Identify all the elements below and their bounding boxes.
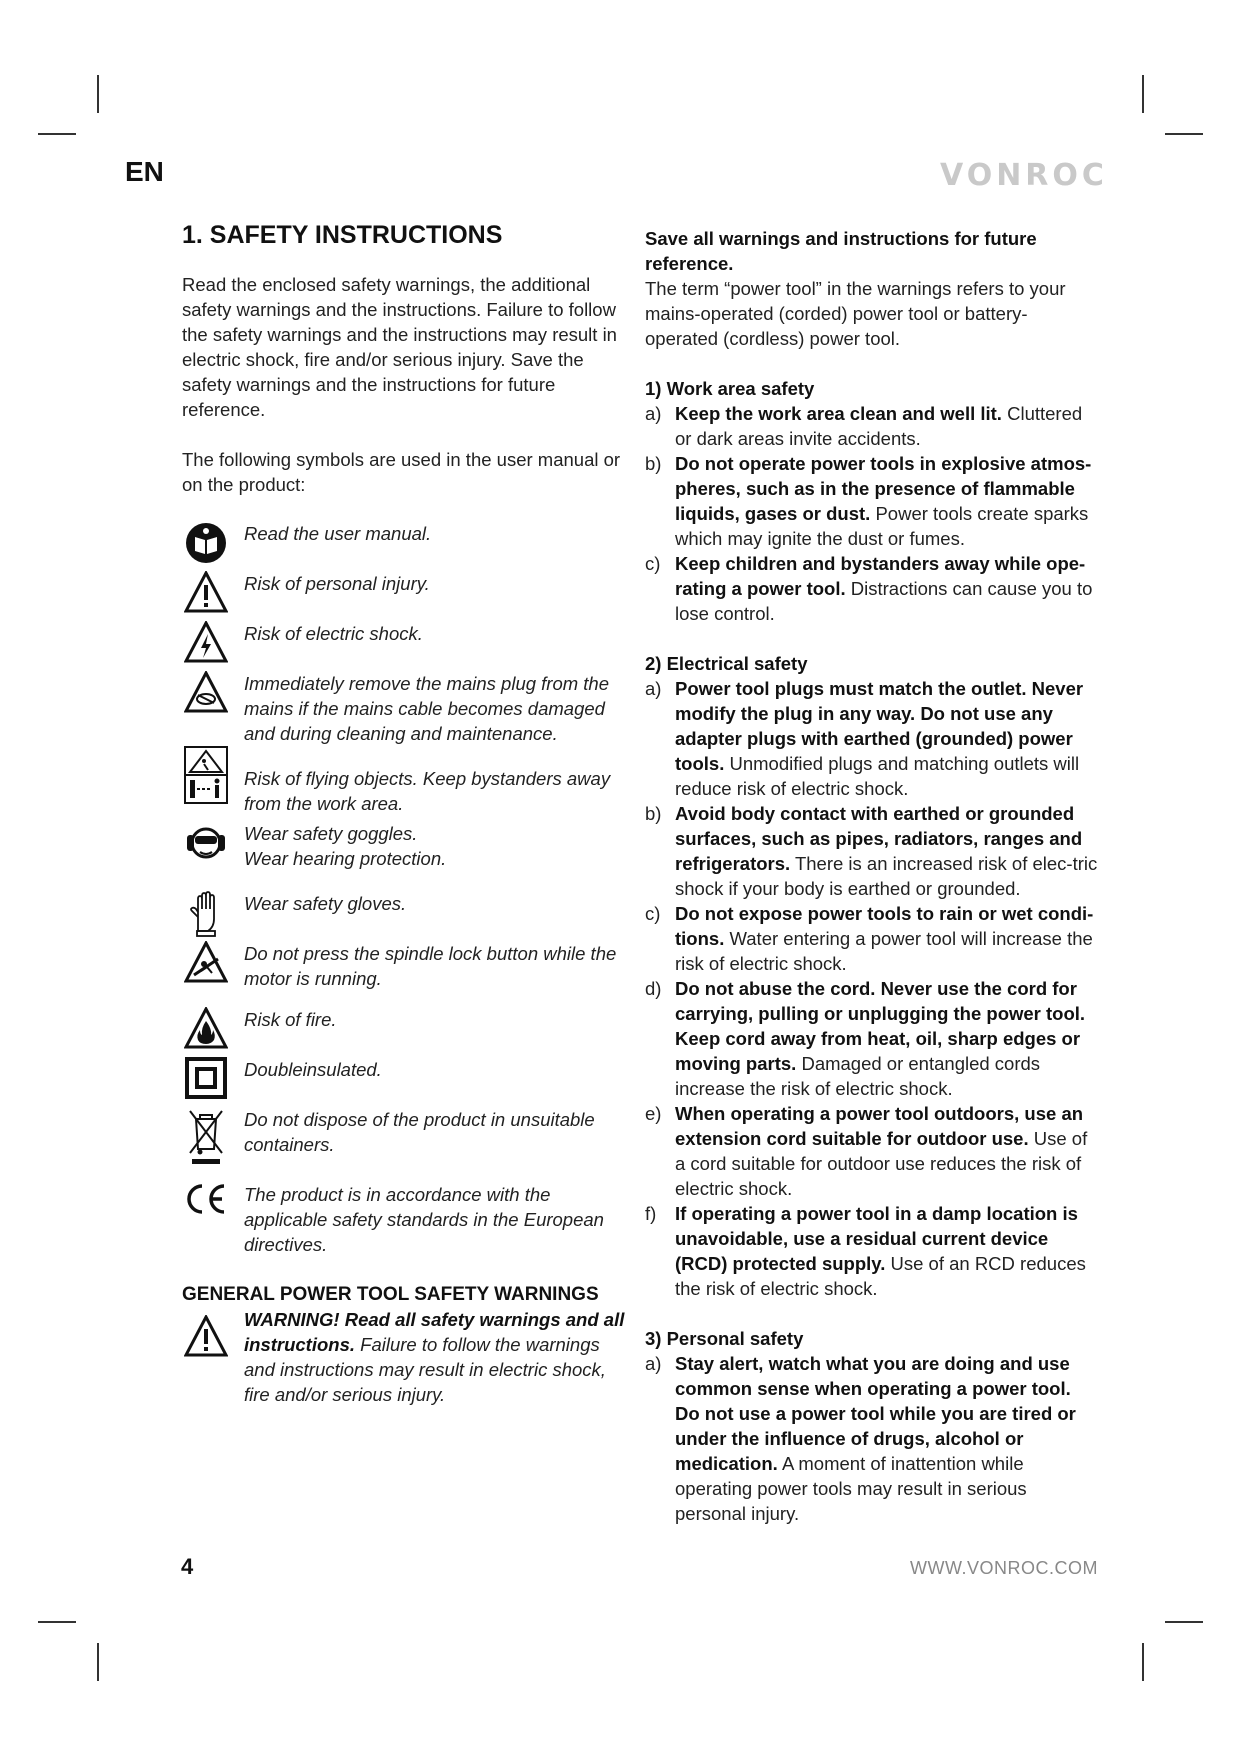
list-bold: Do not abuse the cord. Never use the cord for carrying, pulling or unplugging the power tool. Keep cord away from heat, oil, sharp edges or moving parts. xyxy=(675,978,1086,1074)
list-body: Damaged or entangled cords increase the risk of electric shock. xyxy=(675,1053,1041,1099)
right-column xyxy=(645,226,1100,1526)
symbol-text: Doubleinsulated. xyxy=(244,1059,382,1080)
section-3-title-text: 3) Personal safety xyxy=(645,1328,804,1349)
list-body: Unmodified plugs and matching outlets will reduce risk of electric shock. xyxy=(675,753,1080,799)
save-instructions-bold: Save all warnings and instructions for future reference. xyxy=(645,228,1037,274)
list-text xyxy=(675,801,1100,901)
flying-objects-icon xyxy=(182,746,230,804)
list-item xyxy=(645,901,1100,976)
general-warning-body: Failure to follow the warnings and instructions may result in electric shock, fire and/or serious injury. xyxy=(244,1334,606,1405)
list-label: b) xyxy=(645,803,662,824)
list-body: Distractions can cause you to lose control. xyxy=(675,578,1093,624)
symbol-row xyxy=(182,671,627,746)
website-url: WWW.VONROC.COM xyxy=(910,1558,1098,1578)
list-bold: Avoid body contact with earthed or grounded surfaces, such as pipes, radiators, ranges and refrigerators. xyxy=(675,803,1083,874)
list-body: Power tools create sparks which may ignite the dust or fumes. xyxy=(675,503,1089,549)
crop-mark xyxy=(1142,1643,1144,1681)
language-code: EN xyxy=(125,156,164,187)
symbol-text: Risk of fire. xyxy=(244,1009,337,1030)
symbol-text: Do not dispose of the product in unsuitable containers. xyxy=(244,1109,595,1155)
list-body: There is an increased risk of elec-tric shock if your body is earthed or grounded. xyxy=(675,853,1098,899)
symbol-text xyxy=(244,821,446,871)
crop-mark xyxy=(1165,133,1203,135)
symbol-text: Risk of flying objects. Keep bystanders away from the work area. xyxy=(244,768,611,814)
list-bold: When operating a power tool outdoors, use an extension cord suitable for outdoor use. xyxy=(675,1103,1084,1149)
symbol-text: Wear safety gloves. xyxy=(244,893,407,914)
symbol-text: Immediately remove the mains plug from the mains if the mains cable becomes damaged and during cleaning and maintenance. xyxy=(244,673,610,744)
list-item xyxy=(645,401,1100,451)
weee-bin-icon xyxy=(182,1107,230,1165)
list-body: Use of a cord suitable for outdoor use reduces the risk of electric shock. xyxy=(675,1128,1088,1199)
intro-paragraph: Read the enclosed safety warnings, the additional safety warnings and the instructions. Failure to follow the safety warnings and the instructions may result in electric shock, fire and/or serious injury. Save the safety warnings and the instructions for future reference. xyxy=(182,274,617,420)
symbols-intro: The following symbols are used in the user manual or on the product: xyxy=(182,449,621,495)
electric-shock-icon xyxy=(182,621,230,663)
list-bold: Do not operate power tools in explosive atmos-pheres, such as in the presence of flammable liquids, gases or dust. xyxy=(675,453,1092,524)
symbol-row xyxy=(182,1107,627,1182)
general-warnings-heading: GENERAL POWER TOOL SAFETY WARNINGS xyxy=(182,1284,599,1305)
brand-logo: VONROC xyxy=(940,158,1108,193)
list-label: a) xyxy=(645,678,662,699)
symbol-row xyxy=(182,746,627,821)
list-label: c) xyxy=(645,903,661,924)
section-title: 1. SAFETY INSTRUCTIONS xyxy=(182,221,503,249)
power-tool-term: The term “power tool” in the warnings refers to your mains-operated (corded) power tool or battery-operated (cordless) power tool. xyxy=(645,278,1066,349)
symbol-row xyxy=(182,1182,627,1282)
crop-mark xyxy=(97,75,99,113)
list-text xyxy=(675,1351,1100,1526)
crop-mark xyxy=(97,1643,99,1681)
symbol-text: Risk of electric shock. xyxy=(244,623,423,644)
symbol-row xyxy=(182,891,627,941)
symbol-row xyxy=(182,821,627,891)
list-label: d) xyxy=(645,978,662,999)
spindle-lock-icon xyxy=(182,941,230,983)
list-item xyxy=(645,551,1100,626)
list-body: Water entering a power tool will increase the risk of electric shock. xyxy=(675,928,1093,974)
list-bold: Keep children and bystanders away while ope-rating a power tool. xyxy=(675,553,1086,599)
gloves-icon xyxy=(182,891,230,937)
list-body: Use of an RCD reduces the risk of electric shock. xyxy=(675,1253,1086,1299)
symbol-row xyxy=(182,1057,627,1107)
fire-icon xyxy=(182,1007,230,1049)
list-body: Cluttered or dark areas invite accidents. xyxy=(675,403,1083,449)
list-text xyxy=(675,551,1100,626)
unplug-icon xyxy=(182,671,230,713)
warning-icon xyxy=(182,1307,230,1407)
list-label: a) xyxy=(645,1353,662,1374)
section-2-title-text: 2) Electrical safety xyxy=(645,653,808,674)
list-item xyxy=(645,451,1100,551)
list-bold: Stay alert, watch what you are doing and use common sense when operating a power tool. Do not use a power tool while you are tired or under the influence of drugs, alcohol or medication. xyxy=(675,1353,1076,1474)
list-label: e) xyxy=(645,1103,662,1124)
symbol-text: Read the user manual. xyxy=(244,523,432,544)
list-text xyxy=(675,901,1100,976)
list-label: a) xyxy=(645,403,662,424)
list-item xyxy=(645,1101,1100,1201)
symbol-row xyxy=(182,571,627,621)
general-warning-text xyxy=(244,1307,627,1407)
list-item xyxy=(645,1201,1100,1301)
section-1-title xyxy=(645,376,1100,401)
symbol-row xyxy=(182,941,627,1007)
crop-mark xyxy=(1165,1621,1203,1623)
double-insulated-icon xyxy=(182,1057,230,1099)
symbol-text: Risk of personal injury. xyxy=(244,573,430,594)
list-text xyxy=(675,1201,1100,1301)
list-text xyxy=(675,401,1100,451)
ce-mark-icon xyxy=(182,1182,230,1216)
list-bold: Keep the work area clean and well lit. xyxy=(675,403,1002,424)
section-2-title xyxy=(645,651,1100,676)
list-text xyxy=(675,976,1100,1101)
section-1-title-text: 1) Work area safety xyxy=(645,378,815,399)
list-text xyxy=(675,676,1100,801)
general-warning-block xyxy=(182,1307,627,1407)
list-label: b) xyxy=(645,453,662,474)
symbol-text: The product is in accordance with the applicable safety standards in the European directives. xyxy=(244,1184,604,1255)
symbol-row xyxy=(182,521,627,571)
page-number: 4 xyxy=(181,1554,194,1579)
list-item xyxy=(645,676,1100,801)
list-text xyxy=(675,451,1100,551)
section-3-title xyxy=(645,1326,1100,1351)
list-label: c) xyxy=(645,553,661,574)
list-item xyxy=(645,1351,1100,1526)
left-column xyxy=(182,220,627,1407)
symbol-row xyxy=(182,1007,627,1057)
goggles-ear-protection-icon xyxy=(182,821,230,865)
save-instructions xyxy=(645,226,1100,276)
symbol-text: Do not press the spindle lock button while the motor is running. xyxy=(244,943,617,989)
general-warning-bold: WARNING! Read all safety warnings and all instructions. xyxy=(244,1309,625,1355)
symbol-text-line: Wear safety goggles. xyxy=(244,823,418,844)
symbol-row xyxy=(182,621,627,671)
crop-mark xyxy=(38,1621,76,1623)
list-bold: Do not expose power tools to rain or wet condi-tions. xyxy=(675,903,1094,949)
list-bold: If operating a power tool in a damp location is unavoidable, use a residual current device (RCD) protected supply. xyxy=(675,1203,1078,1274)
list-item xyxy=(645,976,1100,1101)
crop-mark xyxy=(1142,75,1144,113)
list-bold: Power tool plugs must match the outlet. Never modify the plug in any way. Do not use any adapter plugs with earthed (grounded) power tools. xyxy=(675,678,1084,774)
list-text xyxy=(675,1101,1100,1201)
crop-mark xyxy=(38,133,76,135)
list-label: f) xyxy=(645,1203,657,1224)
warning-icon xyxy=(182,571,230,613)
read-manual-icon xyxy=(182,521,230,565)
symbol-text-line: Wear hearing protection. xyxy=(244,848,447,869)
list-body: A moment of inattention while operating power tools may result in serious personal injury. xyxy=(675,1453,1027,1524)
list-item xyxy=(645,801,1100,901)
